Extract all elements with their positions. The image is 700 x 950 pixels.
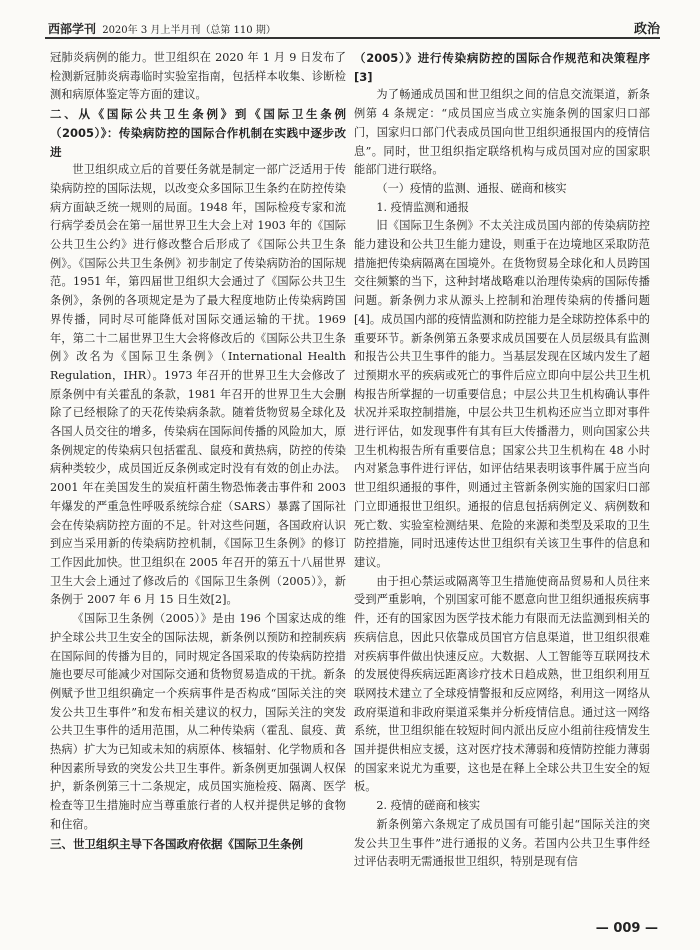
running-header [48, 20, 276, 37]
paragraph: 冠肺炎病例的能力。世卫组织在 2020 年 1 月 9 日发布了检测新冠肺炎病毒临时实验室指南，包括样本收集、诊断检测和病原体鉴定等方面的建议。 [50, 51, 346, 102]
sub-subsection-heading: 2. 疫情的磋商和核实 [376, 799, 481, 813]
journal-name: 西部学刊 [48, 22, 97, 36]
page-number: — 009 — [595, 921, 658, 936]
section-label: 政治 [633, 22, 660, 37]
header-rule [45, 37, 660, 39]
paragraph: 世卫组织成立后的首要任务就是制定一部广泛适用于传染病防控的国际法规，以改变众多国际卫生条约在防控传染病方面缺乏统一规则的局面。1948 年，国际检疫专家和流行病学委员会在第一届世界卫生大会上对 1903 年的《国际公共卫生公约》进行修改整合后形成了《国际公共卫生条例》。《国际公共卫生条例》初步制定了传染病防治的国际规范。1951 年，第四届世卫组织大会通过了《国际公共卫生条例》，条例的各项规定是为了最大程度地防止传染病跨国界传播，同时尽可能降低对国际交通运输的干扰。1969 年，第二十二届世界卫生大会将修改后的《国际公共卫生条例》改名为《国际卫生条例》（International Health Regulation，IHR）。1973 年召开的世界卫生大会修改了原条例中有关霍乱的条款，1981 年召开的世界卫生大会删除了已经根除了的天花传染病条款。随着货物贸易全球化及各国人员交往的增多，传染病在国际间传播的风险加大，原条例规定的传染病只包括霍乱、鼠疫和黄热病，防控的传染病种类较少，成员国近反条例或定时没有有效的创止办法。2001 年在美国发生的炭疽杆菌生物恐怖袭击事件和 2003 年爆发的严重急性呼吸系统综合症（SARS）暴露了国际社会在传染病防控方面的不足。针对这些问题，各国政府认识到应当采用新的传染病防控机制，《国际卫生条例》的修订工作因此加快。世卫组织在 2005 年召开的第五十八届世界卫生大会上通过了修改后的《国际卫生条例（2005）》，新条例于 2007 年 6 月 15 日生效[2]。 [50, 163, 346, 607]
left-column [50, 49, 346, 881]
paragraph: 《国际卫生条例（2005）》是由 196 个国家达成的维护全球公共卫生安全的国际法规，新条例以预防和控制疾病在国际间的传播为目的，同时规定各国采取的传染病防控措施也要尽可能减少对国际交通和货物贸易造成的干扰。新条例赋予世卫组织确定一个疾病事件是否构成“国际关注的突发公共卫生事件”和发布相关建议的权力，国际关注的突发公共卫生事件的适用范围，从二种传染病（霍乱、鼠疫、黄热病）扩大为已知或未知的病原体、核辐射、化学物质和各种因素所导致的突发公共卫生事件。新条例更加强调人权保护，新条例第三十二条规定，成员国实施检疫、隔离、医学检查等卫生措施时应当尊重旅行者的人权并提供足够的食物和住宿。 [50, 612, 346, 831]
section-heading-3-cont: （2005）》进行传染病防控的国际合作规范和决策程序[3] [354, 51, 650, 84]
section-heading-3: 三、世卫组织主导下各国政府依据《国际卫生条例 [50, 836, 303, 851]
section-heading-2: 二、从《国际公共卫生条例》到《国际卫生条例（2005）》：传染病防控的国际合作机制在实践中逐步改进 [50, 107, 346, 159]
sub-subsection-heading: 1. 疫情监测和通报 [376, 200, 469, 214]
paragraph: 为了畅通成员国和世卫组织之间的信息交流渠道，新条例第 4 条规定：“成员国应当成立实施条例的国家归口部门，国家归口部门代表成员国向世卫组织通报国内的疫情信息”。同时，世卫组织指定联络机构与成员国对应的国家职能部门进行联络。 [354, 88, 650, 177]
right-column [354, 49, 650, 881]
subsection-heading: （一）疫情的监测、通报、磋商和核实 [376, 181, 567, 195]
paragraph: 新条例第六条规定了成员国有可能引起“国际关注的突发公共卫生事件”进行通报的义务。若国内公共卫生事件经过评估表明无需通报世卫组织，特别是现有信 [354, 817, 650, 869]
issue-info: 2020年 3 月上半月刊（总第 110 期） [102, 25, 276, 36]
paragraph: 旧《国际卫生条例》不太关注成员国内部的传染病防控能力建设和公共卫生能力建设，则重于在边境地区采取防范措施把传染病隔离在国境外。在货物贸易全球化和人员跨国交往频繁的当下，这种封堵战略难以治理传染病的国际传播问题。新条例力求从源头上控制和治理传染病的传播问题[4]。成员国内部的疫情监测和防控能力是全球防控体系中的重要环节。新条例第五条要求成员国要在人员层级具有监测和报告公共卫生事件的能力。当基层发现在区域内发生了超过预期水平的疾病或死亡的事件后应立即向中层公共卫生机构报告所掌握的一切重要信息；中层公共卫生机构确认事件状况并采取控制措施，中层公共卫生机构还应当立即对事件进行评估，如发现事件有其有巨大传播潜力，则向国家公共卫生机构报告所有重要信息；国家公共卫生机构在 48 小时内对紧急事件进行评估，如评估结果表明该事件属于应当向世卫组织通报的事件，则通过主管新条例实施的国家归口部门立即通报世卫组织。通报的信息包括病例定义、病例数和死亡数、实验室检测结果、危险的来源和类型及采取的卫生防控措施，同时迅速传达世卫组织有关该卫生事件的信息和建议。 [354, 219, 650, 569]
paragraph: 由于担心禁运或隔离等卫生措施使商品贸易和人员往来受到严重影响，个别国家可能不愿意向世卫组织通报疾病事件，还有的国家因为医学技术能力有限而无法监测到相关的疾病信息，因此只依靠成员国官方信息渠道，世卫组织很难对疾病事件做出快速反应。大数据、人工智能等互联网技术的发展使得疾病远距离诊疗技术日趋成熟，世卫组织利用互联网技术建立了全球疫情警报和反应网络，利用这一网络从政府渠道和非政府渠道采集并分析疫情信息。通过这一网络系统，世卫组织能在较短时间内派出反应小组前往疫情发生国并提供相应支援，这对医疗技术薄弱和疫情防控能力薄弱的国家来说尤为重要，这也是在释上全球公共卫生安全的短板。 [354, 574, 650, 794]
